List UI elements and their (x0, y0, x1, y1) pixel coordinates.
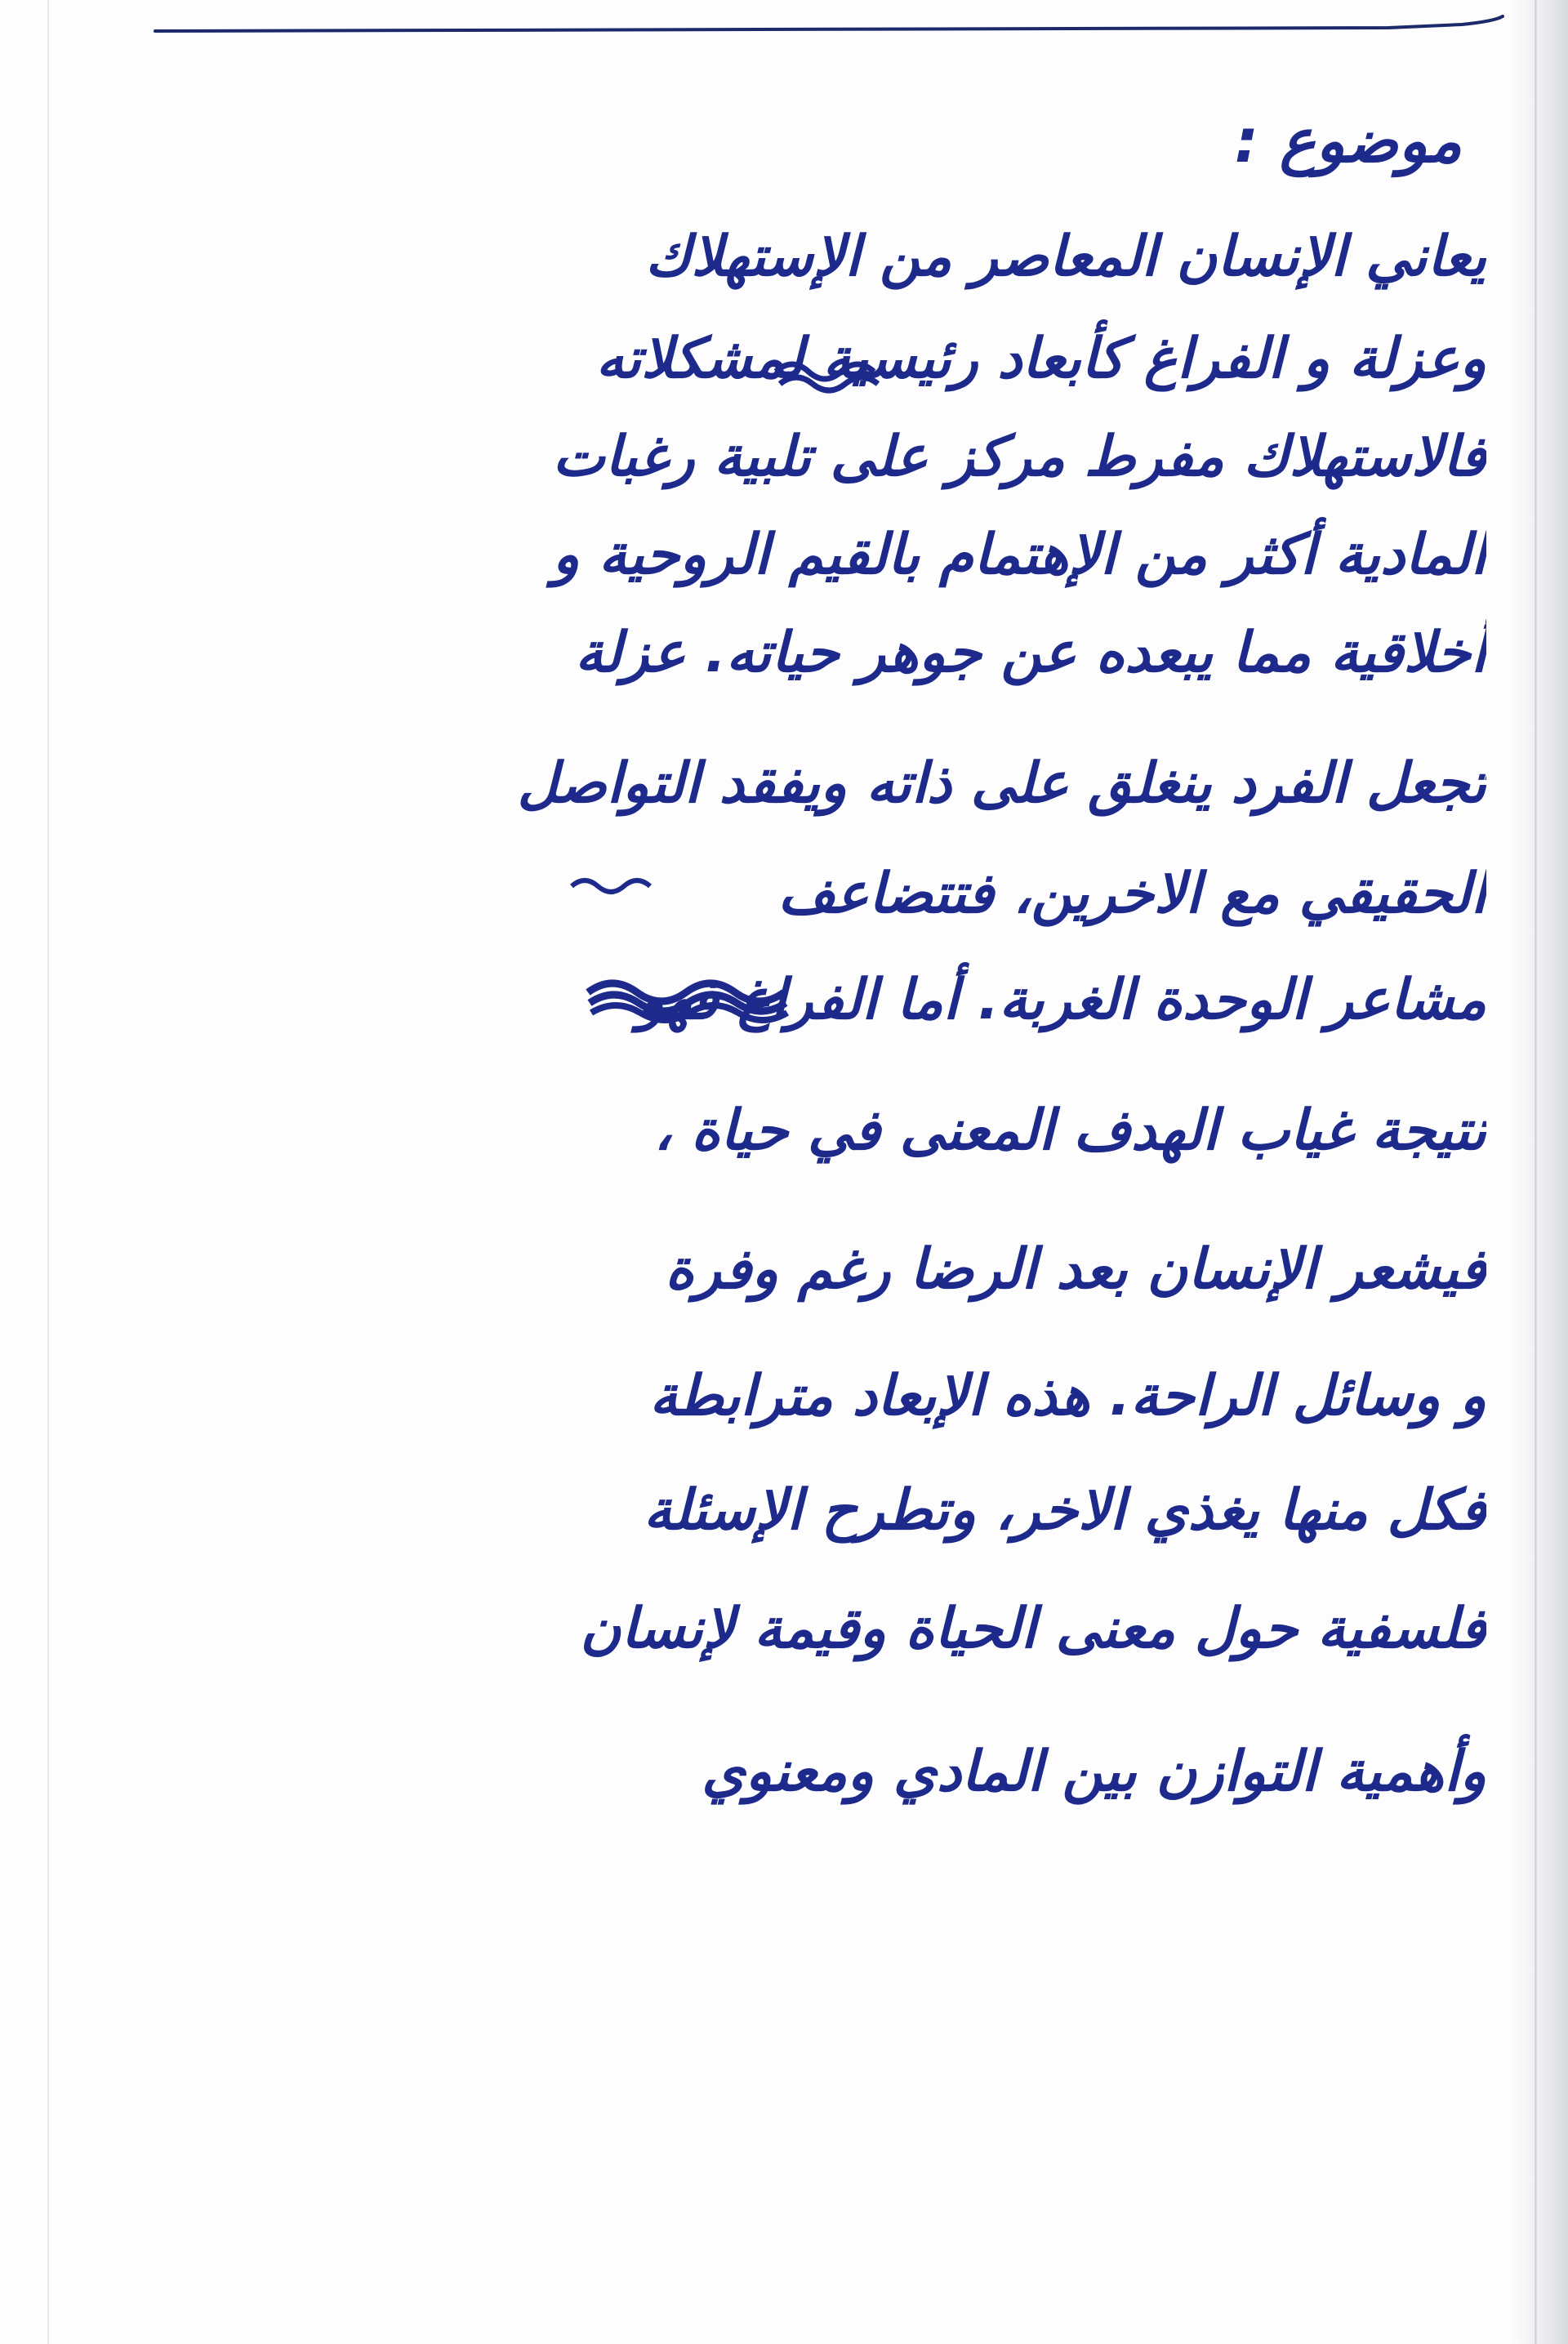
text-line-12: فكل منها يغذي الاخر، وتطرح الإسئلة (644, 1478, 1486, 1543)
text-line-13: فلسفية حول معنى الحياة وقيمة لإنسان (580, 1597, 1486, 1661)
text-line-11: و وسائل الراحة. هذه الإبعاد مترابطة (649, 1364, 1486, 1428)
text-line-10: فيشعر الإنسان بعد الرضا رغم وفرة (665, 1237, 1486, 1302)
text-line-2: وعزلة و الفراغ كأبعاد رئيسية لمشكلاته (595, 327, 1486, 391)
text-line-5: أخلاقية مما يبعده عن جوهر حياته. عزلة (575, 621, 1486, 685)
page-edge-line (1535, 0, 1537, 2344)
handwritten-text (65, 90, 1486, 2295)
page-edge-shadow (1511, 0, 1568, 2344)
text-line-4: المادية أكثر من الإهتمام بالقيم الروحية و (552, 523, 1486, 587)
text-line-9: نتيجة غياب الهدف المعنى في حياة ، (653, 1098, 1486, 1163)
text-line-15 (65, 1838, 1486, 1927)
text-line-6: تجعل الفرد ينغلق على ذاته ويفقد التواصل (517, 751, 1486, 816)
essay-heading: موضوع : (1234, 106, 1462, 176)
top-rule-line (0, 0, 1568, 49)
text-line-8: مشاعر الوحدة الغربة. أما الفراغ فهو (637, 968, 1486, 1032)
text-line-7: الحقيقي مع الاخرين، فتتضاعف (777, 862, 1486, 926)
text-line-1: يعاني الإنسان المعاصر من الإستهلاك (645, 225, 1486, 289)
margin-line (47, 0, 49, 2344)
text-line-3: فالاستهلاك مفرط مركز على تلبية رغبات (552, 425, 1486, 489)
text-line-14: وأهمية التوازن بين المادي ومعنوي (702, 1740, 1486, 1804)
